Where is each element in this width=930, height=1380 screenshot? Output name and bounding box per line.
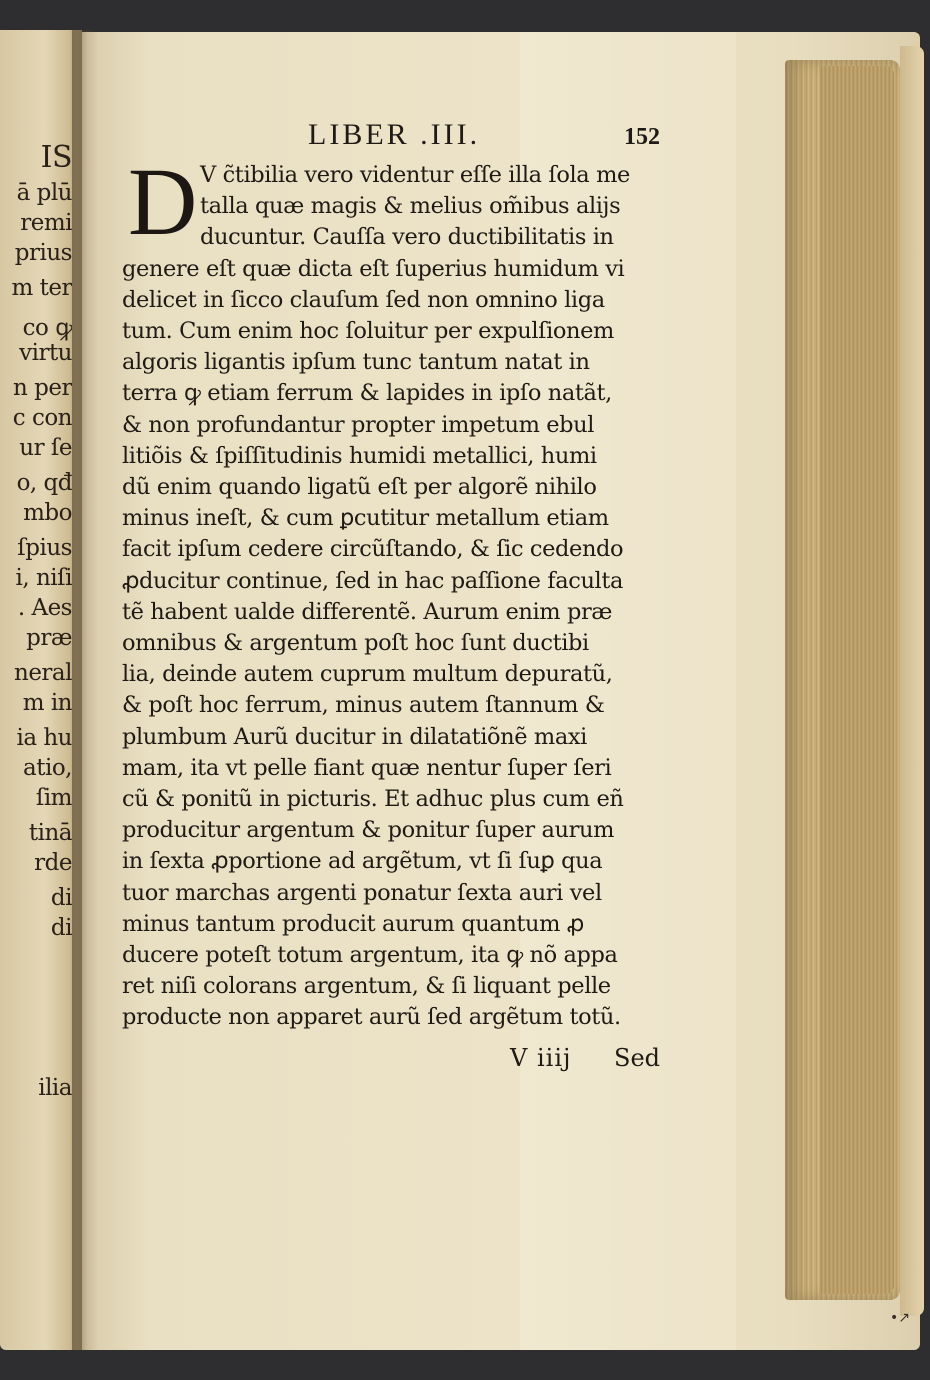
left-page-line: ſim bbox=[35, 785, 72, 811]
left-page-line: di bbox=[50, 915, 72, 941]
left-page-line: mbo bbox=[23, 500, 72, 526]
text-line: lia, deinde autem cuprum multum depuratũ, bbox=[122, 661, 613, 688]
running-title: LIBER .III. bbox=[308, 118, 481, 151]
cover-edge bbox=[900, 46, 924, 1316]
text-line: producitur argentum & ponitur ſuper aurum bbox=[122, 817, 615, 844]
catchword: Sed bbox=[614, 1044, 661, 1072]
text-line: algoris ligantis ipſum tunc tantum natat in bbox=[122, 349, 590, 376]
corner-mark: •↗ bbox=[890, 1310, 910, 1326]
gutter-shadow bbox=[72, 30, 98, 1350]
left-page-line: ur ſe bbox=[19, 435, 72, 461]
left-page bbox=[0, 30, 82, 1350]
text-line: & non profundantur propter impetum ebul bbox=[122, 411, 595, 438]
text-line: ꝓducitur continue, ſed in hac paſſione faculta bbox=[122, 567, 623, 594]
text-line: & poſt hoc ferrum, minus autem ſtannum & bbox=[122, 692, 605, 719]
left-page-line: atio, bbox=[23, 755, 72, 781]
text-line: terra ꝙ etiam ferrum & lapides in ipſo natãt, bbox=[122, 380, 612, 407]
text-line: minus tantum producit aurum quantum ꝓ bbox=[122, 910, 584, 937]
page-edges-inner bbox=[820, 66, 894, 1294]
left-page-line: co ꝙ bbox=[22, 315, 72, 341]
left-page-line: IS bbox=[40, 140, 72, 175]
left-page-line: rde bbox=[34, 850, 72, 876]
text-line: litiõis & ſpiſſitudinis humidi metallici, humi bbox=[122, 442, 597, 469]
folio-number: 152 bbox=[624, 124, 660, 150]
text-line: mam, ita vt pelle fiant quæ nentur ſuper ſeri bbox=[122, 754, 612, 781]
left-page-line: ilia bbox=[38, 1075, 72, 1101]
left-page-line: neral bbox=[14, 660, 72, 686]
text-line: ducuntur. Cauſſa vero ductibilitatis in bbox=[200, 224, 614, 251]
text-line: ret niſi colorans argentum, & ſi liquant pelle bbox=[122, 973, 611, 1000]
text-line: delicet in ſicco clauſum ſed non omnino liga bbox=[122, 286, 605, 313]
text-line: omnibus & argentum poſt hoc ſunt ductibi bbox=[122, 630, 589, 656]
text-line: tẽ habent ualde differentẽ. Aurum enim præ bbox=[122, 598, 613, 625]
left-page-line: ſpius bbox=[17, 535, 72, 561]
text-line: plumbum Aurũ ducitur in dilatatiõnẽ maxi bbox=[122, 723, 587, 750]
text-line: tuor marchas argenti ponatur ſexta auri vel bbox=[122, 879, 602, 906]
text-line: minus ineſt, & cum ꝑcutitur metallum etiam bbox=[122, 505, 609, 532]
left-page-line: tinā bbox=[28, 820, 72, 846]
page-header bbox=[300, 118, 670, 158]
signature-mark: V iiij bbox=[510, 1044, 572, 1072]
left-page-line: c con bbox=[12, 405, 72, 431]
text-line: genere eſt quæ dicta eſt ſuperius humidum vi bbox=[122, 255, 625, 282]
text-line: talla quæ magis & melius om̃ibus alijs bbox=[200, 193, 621, 220]
left-page-line: di bbox=[50, 885, 72, 911]
text-line: producte non apparet aurũ ſed argẽtum totũ. bbox=[122, 1004, 621, 1031]
drop-initial: D bbox=[128, 148, 198, 255]
text-line: in ſexta ꝓportione ad argẽtum, vt ſi ſuꝑ qua bbox=[122, 848, 603, 875]
left-page-line: m ter bbox=[11, 275, 72, 301]
left-page-line: ia hu bbox=[16, 725, 72, 751]
text-line: facit ipſum cedere circũſtando, & ſic cedendo bbox=[122, 536, 624, 563]
text-line: V c̃tibilia vero videntur eſſe illa ſola me bbox=[200, 162, 630, 188]
text-line: tum. Cum enim hoc ſoluitur per expulſionem bbox=[122, 318, 614, 344]
left-page-line: o, qđ bbox=[16, 470, 72, 496]
left-page-line: prius bbox=[14, 240, 72, 266]
text-line: cũ & ponitũ in picturis. Et adhuc plus cum eñ bbox=[122, 786, 624, 812]
left-page-line: m in bbox=[22, 690, 72, 716]
left-page-line: ā plū bbox=[16, 180, 72, 206]
left-page-line: i, niſi bbox=[15, 565, 72, 591]
left-page-line: n per bbox=[13, 375, 72, 401]
text-line: dũ enim quando ligatũ eſt per algorẽ nihilo bbox=[122, 474, 597, 500]
text-line: ducere poteſt totum argentum, ita ꝙ nõ appa bbox=[122, 942, 618, 968]
left-page-line: remi bbox=[20, 210, 72, 236]
left-page-line: præ bbox=[26, 625, 72, 651]
left-page-line: . Aes bbox=[17, 595, 72, 621]
left-page-line: virtu bbox=[19, 340, 72, 366]
